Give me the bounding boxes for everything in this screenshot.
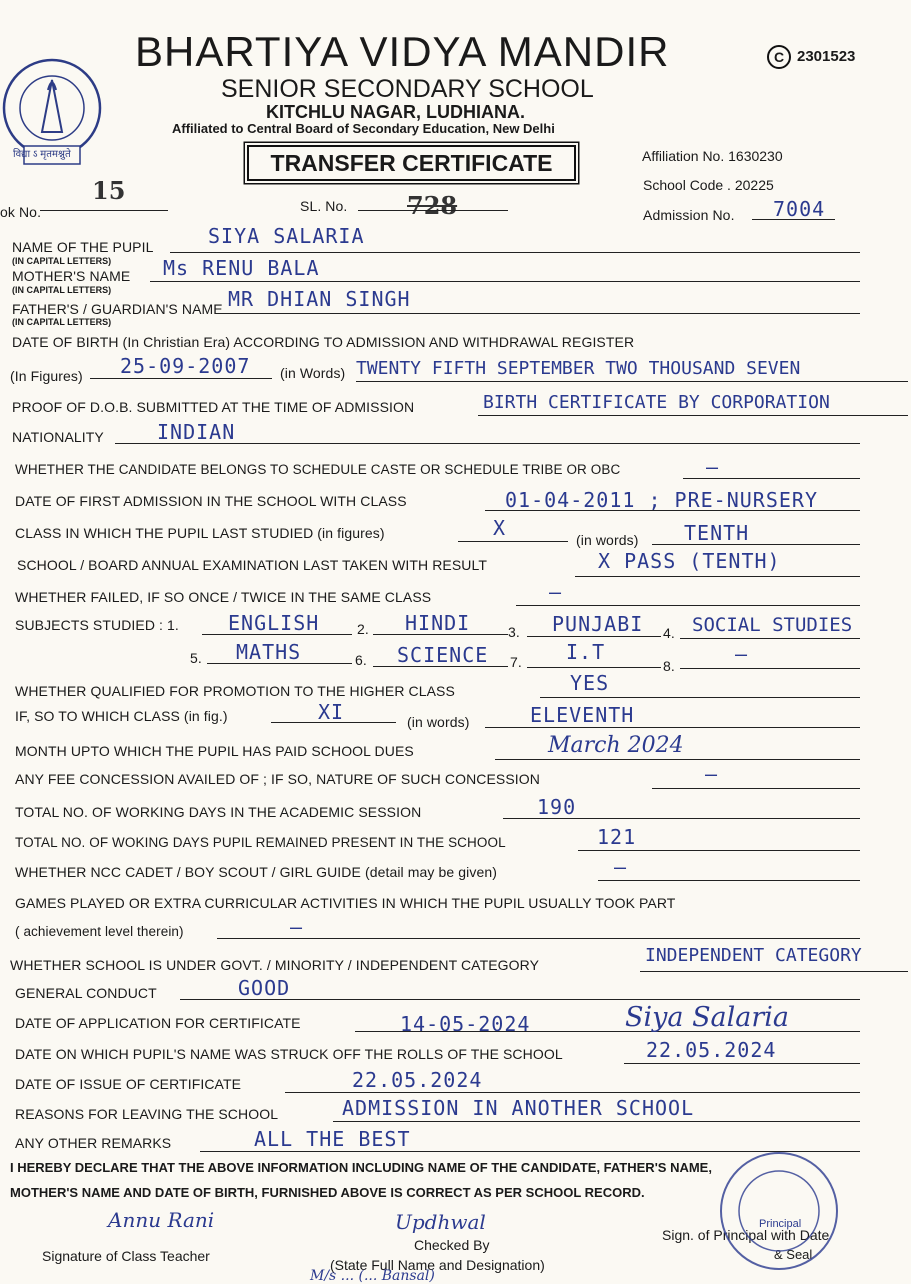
school-category: INDEPENDENT CATEGORY [645,945,862,966]
subject-5: MATHS [236,640,302,664]
category-label: WHETHER THE CANDIDATE BELONGS TO SCHEDULE CASTE OR SCHEDULE TRIBE OR OBC [15,462,621,477]
qualified-value: YES [570,671,610,695]
application-date: 14-05-2024 [400,1012,531,1036]
affiliation-no: Affiliation No. 1630230 [642,148,783,164]
principal-stamp [716,1148,842,1274]
bottom-partial-text: M/s ... (... Bansal) [310,1268,435,1284]
school-type: SENIOR SECONDARY SCHOOL [221,75,594,103]
dob-words: TWENTY FIFTH SEPTEMBER TWO THOUSAND SEVEN [356,358,801,379]
class-teacher-label: Signature of Class Teacher [42,1248,210,1264]
remarks-label: ANY OTHER REMARKS [15,1135,172,1151]
subject-7: I.T [566,640,606,664]
copyright-icon: C [767,45,791,69]
subject-3: PUNJABI [552,612,644,636]
book-no-value: 15 [92,176,126,205]
dob-header: DATE OF BIRTH (In Christian Era) ACCORDING TO ADMISSION AND WITHDRAWAL REGISTER [12,334,635,350]
application-date-label: DATE OF APPLICATION FOR CERTIFICATE [15,1015,301,1031]
present-days-label: TOTAL NO. OF WOKING DAYS PUPIL REMAINED PRESENT IN THE SCHOOL [15,835,506,850]
conduct-value: GOOD [238,976,291,1000]
working-days: 190 [537,795,577,819]
issue-date-label: DATE OF ISSUE OF CERTIFICATE [15,1076,242,1092]
dob-proof-label: PROOF OF D.O.B. SUBMITTED AT THE TIME OF ADMISSION [12,399,415,415]
class-teacher-signature: Annu Rani [108,1208,215,1232]
present-days: 121 [597,825,637,849]
remarks-value: ALL THE BEST [254,1127,411,1151]
checked-by-sublabel: (State Full Name and Designation) [330,1257,545,1273]
school-category-label: WHETHER SCHOOL IS UNDER GOVT. / MINORITY / INDEPENDENT CATEGORY [10,957,540,973]
declaration-line-1: I HEREBY DECLARE THAT THE ABOVE INFORMATION INCLUDING NAME OF THE CANDIDATE, FATHER'S NAME, [10,1160,712,1175]
subject-2: HINDI [405,611,471,635]
stamp-center-text: Principal [759,1218,802,1230]
principal-seal-label: & Seal [774,1247,813,1262]
ncc-label: WHETHER NCC CADET / BOY SCOUT / GIRL GUIDE (detail may be given) [15,864,497,880]
school-name: BHARTIYA VIDYA MANDIR [135,28,670,75]
checked-by-signature: Updhwal [395,1210,486,1234]
affiliation-line: Affiliated to Central Board of Secondary Education, New Delhi [172,121,555,136]
subject-6: SCIENCE [397,643,489,667]
logo-motto: विद्या ऽ मृतमश्नुते [13,149,71,160]
school-address: KITCHLU NAGAR, LUDHIANA. [266,102,525,122]
subject-1: ENGLISH [228,611,320,635]
concession-label: ANY FEE CONCESSION AVAILED OF ; IF SO, NATURE OF SUCH CONCESSION [15,771,541,787]
declaration-line-2: MOTHER'S NAME AND DATE OF BIRTH, FURNISHED ABOVE IS CORRECT AS PER SCHOOL RECORD. [10,1185,645,1200]
last-class-label: CLASS IN WHICH THE PUPIL LAST STUDIED (in figures) [15,525,385,541]
first-admission-label: DATE OF FIRST ADMISSION IN THE SCHOOL WITH CLASS [15,493,407,509]
last-class-words: TENTH [684,521,750,545]
promo-class-fig: XI [318,700,345,724]
checked-by-label: Checked By [414,1237,490,1253]
father-name-label: FATHER'S / GUARDIAN'S NAME [12,301,223,317]
subjects-label: SUBJECTS STUDIED : 1. [15,617,179,633]
nationality: INDIAN [157,420,236,444]
document-title: TRANSFER CERTIFICATE [247,145,576,181]
achievement-value: — [290,915,304,939]
ncc-value: — [614,855,628,879]
working-days-label: TOTAL NO. OF WORKING DAYS IN THE ACADEMIC SESSION [15,804,422,820]
struck-off-date: 22.05.2024 [646,1038,777,1062]
admission-no-label: Admission No. [643,207,735,223]
games-label: GAMES PLAYED OR EXTRA CURRICULAR ACTIVITIES IN WHICH THE PUPIL USUALLY TOOK PART [15,895,676,911]
serial-code: 2301523 [797,48,856,65]
first-admission: 01-04-2011 ; PRE-NURSERY [505,488,818,512]
applicant-signature: Siya Salaria [625,1002,790,1033]
pupil-name-label: NAME OF THE PUPIL [12,239,154,255]
mother-name: Ms RENU BALA [163,256,320,280]
promo-class-label: IF, SO TO WHICH CLASS (in fig.) [15,708,228,724]
reason-value: ADMISSION IN ANOTHER SCHOOL [342,1096,695,1120]
concession-value: — [705,762,719,786]
dues-label: MONTH UPTO WHICH THE PUPIL HAS PAID SCHOOL DUES [15,743,414,759]
dob-proof: BIRTH CERTIFICATE BY CORPORATION [483,392,830,413]
subject-8: — [735,642,749,666]
struck-off-label: DATE ON WHICH PUPIL'S NAME WAS STRUCK OFF THE ROLLS OF THE SCHOOL [15,1046,563,1062]
issue-date: 22.05.2024 [352,1068,483,1092]
school-code: School Code . 20225 [643,177,774,193]
nationality-label: NATIONALITY [12,429,104,445]
last-class-fig: X [493,516,507,540]
achievement-label: ( achievement level therein) [15,924,184,939]
pupil-name: SIYA SALARIA [208,224,365,248]
subject-4: SOCIAL STUDIES [692,614,853,636]
qualified-label: WHETHER QUALIFIED FOR PROMOTION TO THE HIGHER CLASS [15,683,455,699]
sl-no-value: 728 [407,191,458,220]
exam-result: X PASS (TENTH) [598,549,781,573]
principal-label: Sign. of Principal with Date [662,1227,830,1243]
category-value: — [706,455,720,479]
dob-figures: 25-09-2007 [120,354,251,378]
conduct-label: GENERAL CONDUCT [15,985,157,1001]
admission-no-value: 7004 [773,197,826,221]
reason-label: REASONS FOR LEAVING THE SCHOOL [15,1106,279,1122]
mother-name-label: MOTHER'S NAME [12,268,131,284]
father-name: MR DHIAN SINGH [228,287,411,311]
book-no-label: ok No. [0,204,42,220]
failed-value: — [549,580,563,604]
failed-label: WHETHER FAILED, IF SO ONCE / TWICE IN THE SAME CLASS [15,589,432,605]
promo-class-words: ELEVENTH [530,703,635,727]
exam-label: SCHOOL / BOARD ANNUAL EXAMINATION LAST TAKEN WITH RESULT [17,557,488,573]
sl-no-label: SL. No. [300,198,348,214]
dues-value: March 2024 [548,733,684,758]
